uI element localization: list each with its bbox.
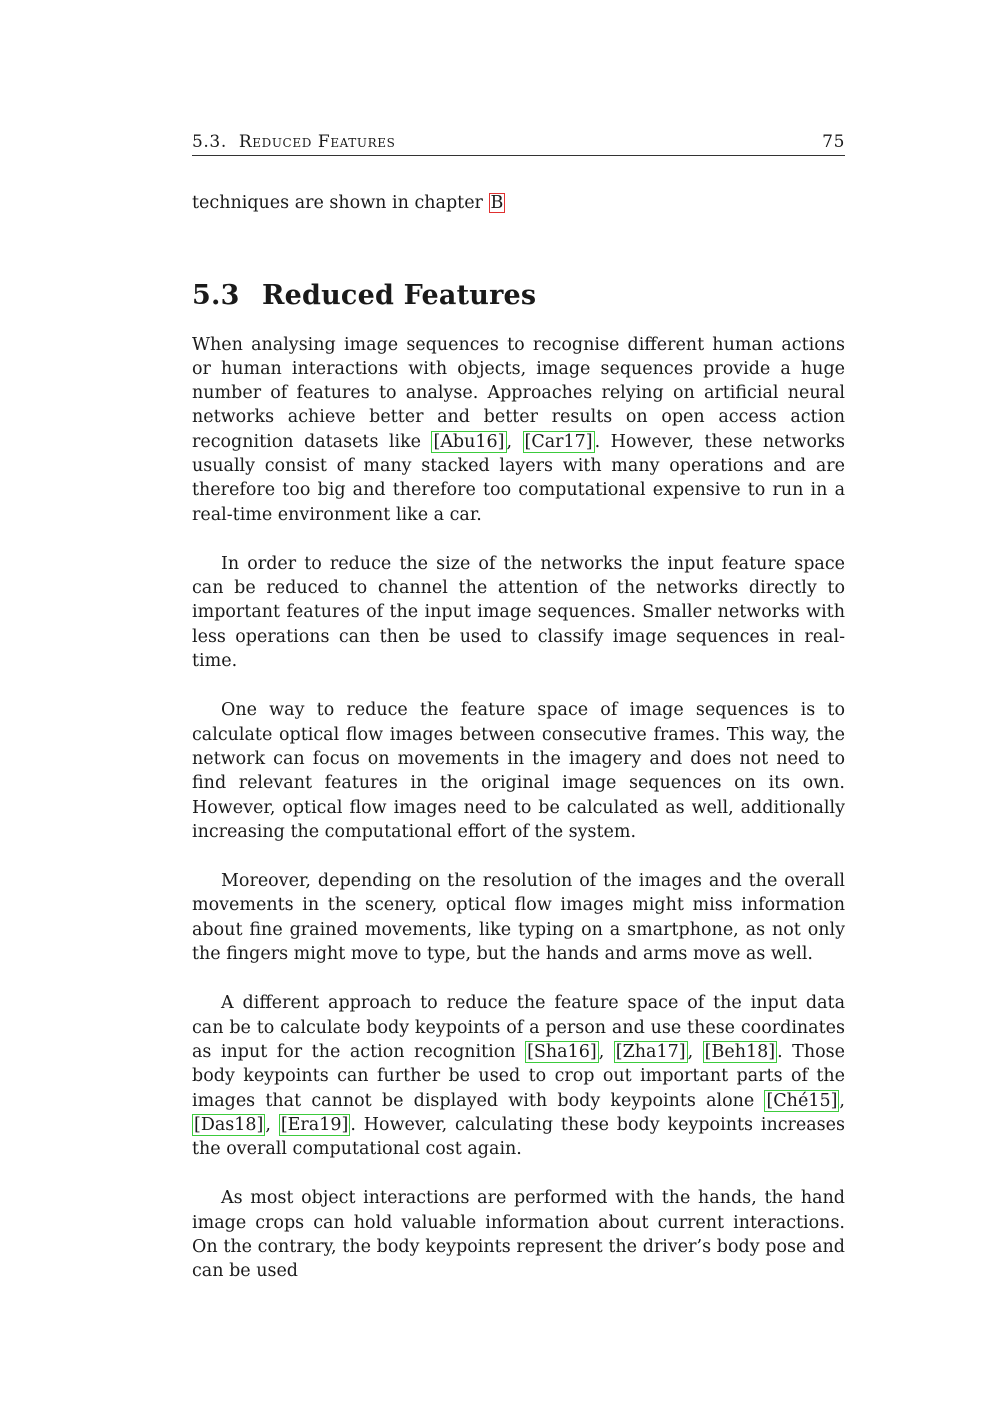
paragraph-5-separator: , [687, 1041, 703, 1062]
paragraph-3: One way to reduce the feature space of image sequences is to calculate optical flow images between consecutive frames. This way, the network can focus on movements in the imagery and does not need to find relevant features in the original image sequences on its own. However, optical flow images need to be calculated as well, additionally increasing the computational effort of the system. [192, 700, 845, 842]
paragraph-5-text-a: A different approach to reduce the feature space of the input data can be to calculate body keypoints of a person and use these coordinates as input for the action recognition [192, 993, 845, 1062]
paragraph-1-text-a: When analysing image sequences to recognise different human actions or human interactions with objects, image sequences provide a huge number of features to analyse. Approaches relying on artificial neural networks achieve better and better results on open access action recognition datasets like [192, 334, 845, 452]
paragraph-5 [192, 991, 845, 1161]
page [192, 132, 845, 1284]
paragraph-5-separator: , [265, 1114, 279, 1135]
paragraph-2: In order to reduce the size of the networks the input feature space can be reduced to channel the attention of the networks directly to important features of the input image sequences. Smaller networks with less operations can then be used to classify image sequences in real-time. [192, 553, 845, 672]
citation-era19[interactable]: [Era19] [280, 1114, 349, 1135]
citation-abu16[interactable]: [Abu16] [433, 431, 505, 452]
citation-zha17[interactable]: [Zha17] [615, 1041, 686, 1062]
header-section-number: 5.3. [192, 132, 227, 152]
lead-sentence [192, 191, 845, 216]
paragraph-6: As most object interactions are performed with the hands, the hand image crops can hold valuable information about current interactions. On the contrary, the body keypoints represent the driver’s body pose and can be used [192, 1188, 845, 1282]
paragraph-5-separator: , [839, 1090, 845, 1111]
citation-beh18[interactable]: [Beh18] [704, 1041, 776, 1062]
paragraph-1-separator: , [506, 431, 523, 452]
paragraph-4: Moreover, depending on the resolution of the images and the overall movements in the scenery, optical flow images might miss information about fine grained movements, like typing on a smartphone, as not only the fingers might move to type, but the hands and arms move as well. [192, 871, 845, 965]
running-header-title [192, 132, 395, 152]
paragraph-1-text-c: . However, these networks usually consist of many stacked layers with many operations and are therefore too big and therefore too computational expensive to run in a real-time environment like a car. [192, 431, 845, 525]
citation-che15[interactable]: [Ché15] [766, 1090, 838, 1111]
running-header [192, 132, 845, 156]
citation-das18[interactable]: [Das18] [194, 1114, 264, 1135]
header-section-title: Reduced Features [238, 132, 396, 152]
paragraph-5-text-c: . However, calculating these body keypoints increases the overall computational cost again. [192, 1114, 845, 1160]
paragraph-1 [192, 333, 845, 527]
lead-text: techniques are shown in chapter [192, 193, 483, 213]
chapter-reference-link[interactable]: B [490, 193, 504, 213]
paragraph-5-text-b: . Those body keypoints can further be used to crop out important parts of the images that cannot be displayed with body keypoints alone [192, 1041, 845, 1111]
section-heading [192, 280, 845, 311]
section-title: Reduced Features [262, 279, 537, 311]
citation-car17[interactable]: [Car17] [524, 431, 593, 452]
page-number: 75 [822, 132, 845, 152]
section-number: 5.3 [192, 279, 240, 311]
citation-sha16[interactable]: [Sha16] [527, 1041, 597, 1062]
paragraph-5-separator: , [598, 1041, 614, 1062]
